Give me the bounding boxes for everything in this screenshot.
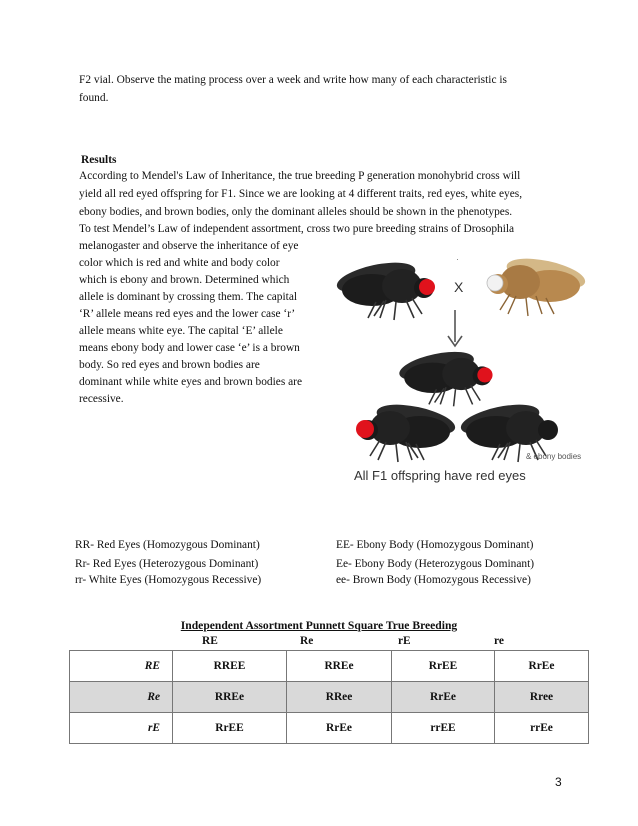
results-narrow-line-4: allele is dominant by crossing them. The capital xyxy=(79,291,298,303)
red-eye-icon xyxy=(356,420,374,438)
genotype-right-1: EE- Ebony Body (Homozygous Dominant) xyxy=(336,539,534,551)
results-narrow-line-9: dominant while white eyes and brown bodies are xyxy=(79,376,303,388)
results-line-3: ebony bodies, and brown bodies, only the dominant alleles should be shown in the phenotypes. xyxy=(79,206,513,218)
results-line-2: yield all red eyed offspring for F1. Since we are looking at 4 different traits, red eyes, white eyes, xyxy=(79,188,523,200)
row-header: RE xyxy=(70,651,173,682)
table-cell: RREe xyxy=(286,651,391,682)
results-narrow-line-1: melanogaster and observe the inheritance of eye xyxy=(79,240,299,252)
table-cell: RrEe xyxy=(494,651,588,682)
results-narrow-line-2: color which is red and white and body color xyxy=(79,257,280,269)
arrow-down-icon xyxy=(448,310,462,346)
svg-text:·: · xyxy=(456,254,459,264)
results-line-1: According to Mendel's Law of Inheritance, the true breeding P generation monohybrid cross will xyxy=(79,170,521,182)
genotype-right-3: ee- Brown Body (Homozygous Recessive) xyxy=(336,574,531,586)
punnett-col-header-3: rE xyxy=(398,635,411,647)
offspring-fly-1 xyxy=(397,346,493,406)
results-narrow-line-7: means ebony body and lower case ‘e’ is a brown xyxy=(79,342,300,354)
table-cell: RREE xyxy=(173,651,287,682)
red-eye-icon xyxy=(419,279,435,295)
white-eye-icon xyxy=(487,275,503,291)
intro-line-1: F2 vial. Observe the mating process over a week and write how many of each characteristic is xyxy=(79,74,507,86)
punnett-title: Independent Assortment Punnett Square True Breeding xyxy=(180,619,458,632)
punnett-col-header-4: re xyxy=(494,635,504,647)
table-cell: RrEE xyxy=(173,713,287,744)
table-cell: rrEe xyxy=(494,713,588,744)
table-cell: RREe xyxy=(173,682,287,713)
brown-fly-white-eye-parent xyxy=(487,253,588,316)
results-narrow-line-5: ‘R’ allele means red eyes and the lower case ‘r’ xyxy=(79,308,296,320)
table-cell: RrEe xyxy=(392,682,495,713)
results-narrow-line-10: recessive. xyxy=(79,393,124,405)
intro-line-2: found. xyxy=(79,92,109,104)
cross-symbol: X xyxy=(454,279,464,295)
genotype-right-2: Ee- Ebony Body (Heterozygous Dominant) xyxy=(336,558,535,570)
genotype-left-3: rr- White Eyes (Homozygous Recessive) xyxy=(75,574,262,586)
figure-caption: All F1 offspring have red eyes xyxy=(354,468,526,483)
figure-annotation: & ebony bodies xyxy=(526,452,582,461)
table-cell: RrEe xyxy=(286,713,391,744)
black-fly-red-eye-parent xyxy=(334,257,435,320)
red-eye-icon xyxy=(477,367,492,382)
punnett-col-header-2: Re xyxy=(300,635,314,647)
table-cell: Rree xyxy=(494,682,588,713)
fly-cross-illustration xyxy=(328,248,590,488)
genotype-left-2: Rr- Red Eyes (Heterozygous Dominant) xyxy=(75,558,259,570)
table-row xyxy=(70,682,589,713)
row-header: rE xyxy=(70,713,173,744)
table-cell: RrEE xyxy=(392,651,495,682)
table-row xyxy=(70,651,589,682)
fly-cross-figure xyxy=(328,248,590,488)
results-heading: Results xyxy=(81,154,117,166)
results-narrow-line-3: which is ebony and brown. Determined which xyxy=(79,274,290,286)
punnett-square-table xyxy=(69,650,589,744)
genotype-left-1: RR- Red Eyes (Homozygous Dominant) xyxy=(75,539,260,551)
row-header: Re xyxy=(70,682,173,713)
punnett-col-header-1: RE xyxy=(202,635,218,647)
table-row xyxy=(70,713,589,744)
table-cell: RRee xyxy=(286,682,391,713)
offspring-fly-2 xyxy=(356,399,458,462)
results-line-4: To test Mendel’s Law of independent assortment, cross two pure breeding strains of Drosophila xyxy=(79,223,515,235)
page-number: 3 xyxy=(555,775,562,789)
results-narrow-line-6: allele means white eye. The capital ‘E’ allele xyxy=(79,325,283,337)
table-cell: rrEE xyxy=(392,713,495,744)
results-narrow-line-8: body. So red eyes and brown bodies are xyxy=(79,359,260,371)
